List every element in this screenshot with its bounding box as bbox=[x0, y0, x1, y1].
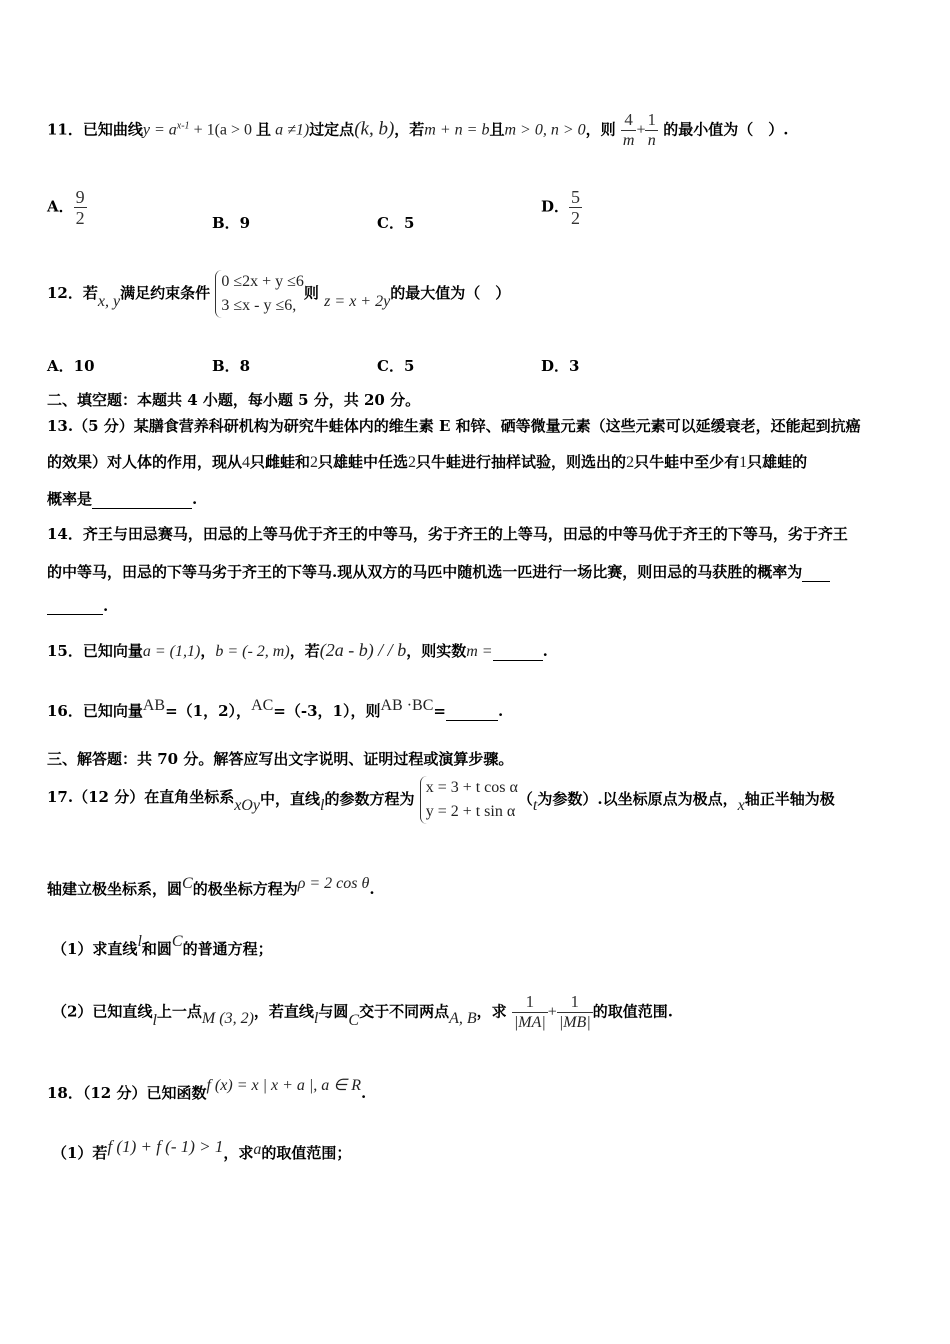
q12-number: 12．若 bbox=[47, 284, 98, 302]
q12-option-a: A．10 bbox=[47, 357, 95, 375]
q11-point: (k, b) bbox=[354, 118, 395, 140]
question-16: 16．已知向量AB=（1，2），AC=（-3，1），则AB ·BC= . bbox=[47, 697, 504, 720]
q12-then: 则 bbox=[303, 284, 319, 302]
q15-vector-a: a = (1,1) bbox=[142, 643, 201, 660]
q16-vector-ab: AB bbox=[142, 697, 166, 714]
q13-line-1: 13.（5 分）某膳食营养科研机构为研究牛蛙体内的维生素 E 和锌、硒等微量元素（这些元素可以延缓衰老，还能起到抗癌 bbox=[47, 417, 861, 435]
q14-answer-blank[interactable] bbox=[802, 565, 830, 582]
q16-answer-blank[interactable] bbox=[446, 704, 498, 721]
q14-line-2: 的中等马，田忌的下等马劣于齐王的下等马.现从双方的马匹中随机选一匹进行一场比赛，则田忌的马获胜的概率为 bbox=[47, 561, 830, 582]
q11-if: ，若 bbox=[394, 120, 425, 139]
q16-vector-ac: AC bbox=[251, 697, 274, 714]
section-2-heading: 二、填空题：本题共 4 小题，每小题 5 分，共 20 分。 bbox=[47, 391, 421, 409]
q11-and: 且 bbox=[256, 120, 272, 139]
q13-line-2: 的效果）对人体的作用，现从4只雌蛙和2只雄蛙中任选2只牛蛙进行抽样试验，则选出的2只牛蛙中至少有1只雄蛙的 bbox=[47, 453, 808, 471]
q14-answer-blank-2[interactable] bbox=[47, 598, 103, 615]
section-3-heading: 三、解答题：共 70 分。解答应写出文字说明、证明过程或演算步骤。 bbox=[47, 750, 514, 768]
q15-answer-blank[interactable] bbox=[493, 644, 543, 661]
q17-fraction-2: $\frac{1}{|MB|}$ bbox=[558, 992, 591, 1031]
q18-line-1: 18．（12 分）已知函数f (x) = x | x + a |, a ∈ R. bbox=[47, 1077, 367, 1102]
question-11 bbox=[47, 110, 788, 151]
q12-option-d: D．3 bbox=[541, 357, 580, 375]
q11-option-d: D． $\frac{5}{2}$ bbox=[541, 187, 581, 228]
question-12 bbox=[47, 270, 510, 318]
q11-number: 11．已知曲线 bbox=[47, 120, 143, 139]
q11-plus: + bbox=[636, 121, 646, 139]
q11-curve: y = a bbox=[142, 121, 177, 139]
q12-tail: 的最大值为（ ） bbox=[390, 284, 511, 302]
q16-dot-product: AB ·BC bbox=[380, 697, 434, 714]
q11-pass-text: 过定点 bbox=[309, 120, 355, 139]
q11-fraction-2: $\frac{1}{n}$ bbox=[647, 110, 656, 149]
q14-line-1: 14．齐王与田忌赛马，田忌的上等马优于齐王的中等马，劣于齐王的上等马，田忌的中等马优于齐王的下等马，劣于齐王 bbox=[47, 525, 848, 543]
q17-parametric-equations: x = 3 + t cos α y = 2 + t sin α bbox=[420, 776, 518, 824]
q11-then: ，则 bbox=[585, 120, 616, 139]
q12-constraints: 0 ≤2x + y ≤6 3 ≤x - y ≤6, bbox=[215, 270, 304, 318]
q11-condition: a ≠1) bbox=[271, 121, 310, 139]
q17-part-2: （2）已知直线l上一点M (3, 2)，若直线l与圆C交于不同两点A, B，求 $\frac{1}{|MA|}$ + $\frac{1}{|MB|}$ 的取值范围. bbox=[52, 992, 673, 1031]
q12-option-c: C．5 bbox=[377, 357, 415, 375]
q17-part-1: （1）求直线l和圆C的普通方程； bbox=[52, 933, 273, 958]
q11-positive: m > 0, n > 0 bbox=[504, 121, 586, 139]
q12-mid: 满足约束条件 bbox=[120, 284, 211, 302]
q12-option-b: B．8 bbox=[212, 357, 251, 375]
q17-fraction-1: $\frac{1}{|MA|}$ bbox=[513, 992, 546, 1031]
q12-vars: x, y bbox=[97, 293, 121, 310]
q11-sum: m + n = b bbox=[424, 121, 490, 139]
q11-option-a: A． $\frac{9}{2}$ bbox=[47, 187, 85, 228]
q13-line-3: 概率是 . bbox=[47, 490, 198, 508]
q11-exponent: x-1 bbox=[176, 120, 190, 132]
q11-and-2: 且 bbox=[489, 120, 505, 139]
q12-objective: z = x + 2y bbox=[324, 293, 391, 310]
q13-answer-blank[interactable] bbox=[92, 492, 192, 509]
q11-tail: 的最小值为（ ）. bbox=[663, 120, 789, 139]
q15-condition: (2a - b) / / b bbox=[319, 640, 407, 660]
question-15: 15．已知向量a = (1,1)，b = (- 2, m)，若(2a - b) / / b，则实数m = . bbox=[47, 640, 548, 660]
q15-vector-b: b = (- 2, m) bbox=[215, 643, 290, 660]
q17-line-2: 轴建立极坐标系，圆C的极坐标方程为ρ = 2 cos θ. bbox=[47, 875, 375, 898]
q17-polar-equation: ρ = 2 cos θ bbox=[297, 875, 370, 892]
q14-line-3: . bbox=[47, 597, 108, 615]
q11-option-c: C．5 bbox=[377, 214, 415, 232]
q18-function: f (x) = x | x + a |, a ∈ R bbox=[206, 1077, 361, 1094]
q11-fraction-1: $\frac{4}{m}$ bbox=[622, 110, 635, 149]
q18-part-1: （1）若f (1) + f (- 1) > 1，求a的取值范围； bbox=[52, 1137, 352, 1162]
q11-option-b: B．9 bbox=[212, 214, 251, 232]
q11-curve-tail: + 1(a > 0 bbox=[189, 121, 257, 139]
q18-condition: f (1) + f (- 1) > 1 bbox=[107, 1137, 224, 1156]
q17-line-1: 17.（12 分）在直角坐标系xOy中，直线l的参数方程为 x = 3 + t cos α y = 2 + t sin α （t为参数）.以坐标原点为极点，x轴正半轴为极 bbox=[47, 776, 835, 824]
